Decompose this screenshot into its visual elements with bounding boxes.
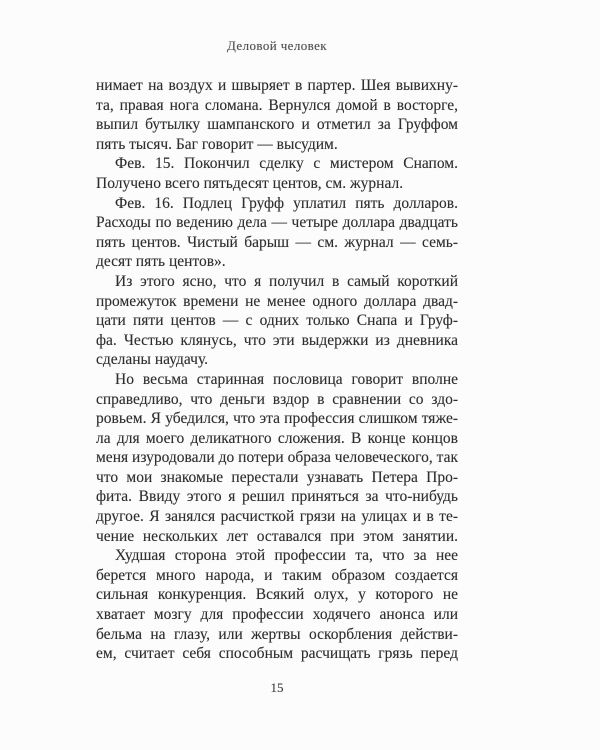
text-line: что мои знакомые перестали узнавать Петера Про- — [96, 468, 458, 486]
text-line: фита. Ввиду этого я решил приняться за что-нибудь — [96, 488, 458, 506]
text-line: нимает на воздух и швыряет в партер. Шея вывихну- — [96, 77, 458, 94]
text-line: десят пять центов». — [96, 253, 226, 271]
text-line: Худшая сторона этой профессии та, что за нее — [115, 547, 458, 565]
text-line: чение нескольких лет оставался при этом занятии. — [96, 527, 458, 545]
text-line: ровьем. Я убедился, что эта профессия слишком тяже- — [96, 410, 458, 428]
text-line: справедливо, что деньги вздор в сравнении со здо- — [96, 390, 458, 408]
text-line: меня изуродовали до потери образа человеческого, так — [96, 449, 458, 467]
text-line: берется много народа, и таким образом создается — [96, 566, 458, 584]
text-line: Получено всего пятьдесят центов, см. журнал. — [96, 174, 404, 192]
text-line: Расходы по ведению дела — четыре доллара двадцать — [96, 214, 458, 232]
text-line: пять тысяч. Баг говорит — высудим. — [96, 135, 338, 153]
text-line: выпил бутылку шампанского и отметил за Груффом — [96, 116, 458, 134]
text-line: та, правая нога сломана. Вернулся домой в восторге, — [96, 96, 458, 114]
text-line: другое. Я занялся расчисткой грязи на улицах и в те- — [96, 508, 458, 526]
text-line: фа. Честью клянусь, что эти выдержки из дневника — [96, 331, 458, 349]
text-line: пять центов. Чистый барыш — см. журнал — семь- — [96, 233, 458, 251]
text-line: Фев. 16. Подлец Груфф уплатил пять долларов. — [115, 194, 458, 212]
text-line: сильная конкуренция. Всякий олух, у которого не — [96, 586, 458, 604]
text-line: ем, считает себя способным расчищать грязь перед — [96, 645, 458, 663]
text-line: сделаны наудачу. — [96, 351, 209, 369]
text-line: бельма на глазу, или жертвы оскорбления действи- — [96, 625, 458, 643]
running-header: Деловой человек — [227, 38, 327, 53]
body-text-block — [96, 76, 458, 664]
text-line: хватает мозгу для профессии ходячего анонса или — [96, 606, 458, 624]
text-line: Фев. 15. Покончил сделку с мистером Снапом. — [115, 155, 458, 173]
text-line: Из этого ясно, что я получил в самый короткий — [115, 272, 458, 290]
page-number: 15 — [270, 680, 284, 695]
text-line: промежуток времени не менее одного доллара двад- — [96, 292, 458, 310]
text-line: Но весьма старинная пословица говорит вполне — [115, 370, 458, 388]
text-line: цати пяти центов — с одних только Снапа и Груф- — [96, 312, 458, 330]
text-line: ла для моего деликатного сложения. В конце концов — [96, 429, 458, 447]
